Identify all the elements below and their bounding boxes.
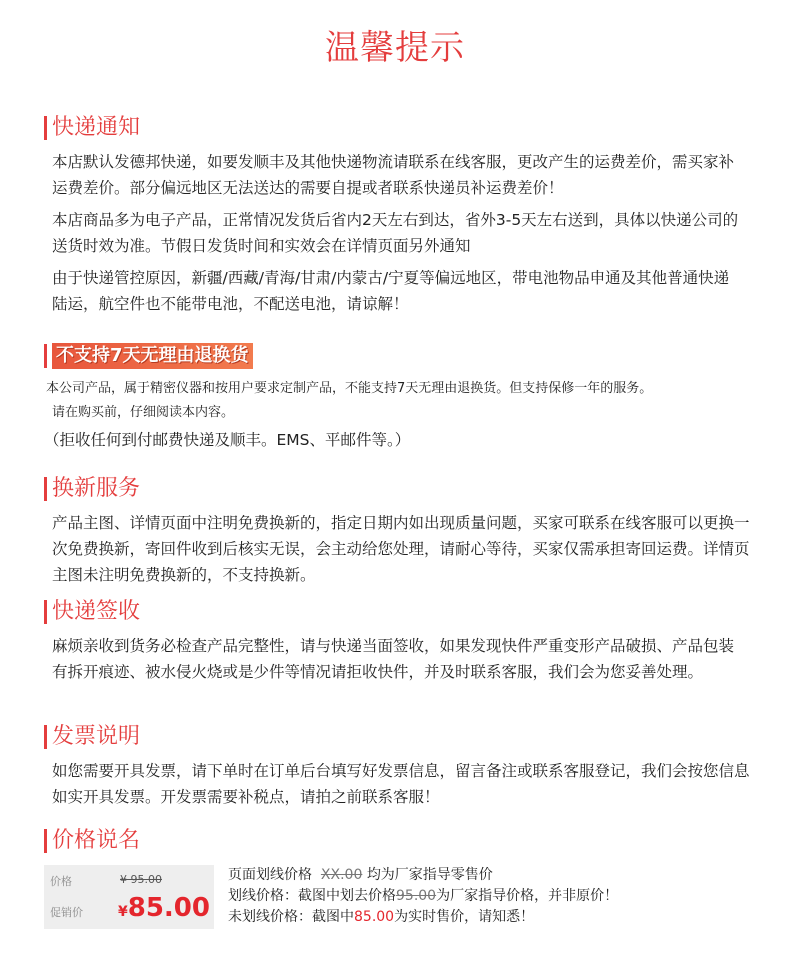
note-text: 未划线价格：截图中	[228, 909, 354, 925]
currency-symbol: ¥	[118, 904, 128, 920]
section-heading: 发票说明	[52, 724, 141, 749]
note-text: 为厂家指导价格，并非原价！	[436, 888, 619, 904]
price-note-line	[228, 907, 768, 928]
section-heading: 不支持7天无理由退换货	[52, 343, 253, 369]
section-heading: 快递通知	[52, 115, 141, 140]
price-note-line	[228, 865, 768, 886]
text-line: 请在购买前，仔细阅读本内容。	[52, 405, 235, 420]
section-invoice	[44, 722, 760, 810]
section-marker	[44, 600, 47, 624]
price-sample-box	[44, 865, 214, 929]
section-marker	[44, 829, 47, 853]
section-heading: 换新服务	[52, 476, 141, 501]
section-marker	[44, 477, 47, 501]
price-notes	[228, 865, 768, 928]
original-price: ¥ 95.00	[120, 873, 162, 886]
note-text: 为实时售价，请知悉！	[394, 909, 535, 925]
promo-price	[118, 893, 210, 923]
section-price-explain	[44, 826, 760, 862]
paragraph: 由于快递管控原因，新疆/西藏/青海/甘肃/内蒙古/宁夏等偏远地区，带电池物品申通及其他普通快递陆运，航空件也不能带电池，不配送电池，请谅解！	[52, 269, 730, 313]
text-line: 本公司产品，属于精密仪器和按用户要求定制产品，不能支持7天无理由退换货。但支持保修一年的服务。	[46, 381, 653, 396]
paragraph: 如您需要开具发票，请下单时在订单后台填写好发票信息，留言备注或联系客服登记，我们会按您信息如实开具发票。开发票需要补税点，请拍之前联系客服！	[52, 762, 750, 806]
note-red-value: 85.00	[354, 909, 395, 925]
paragraph: 本店默认发德邦快递，如要发顺丰及其他快递物流请联系在线客服，更改产生的运费差价，需买家补运费差价。部分偏远地区无法送达的需要自提或者联系快递员补运费差价！	[52, 153, 735, 197]
note-text: 划线价格：截图中划去价格	[228, 888, 396, 904]
text-line: （拒收任何到付邮费快递及顺丰。EMS、平邮件等。）	[44, 431, 411, 449]
paragraph: 产品主图、详情页面中注明免费换新的，指定日期内如出现质量问题，买家可联系在线客服可以更换一次免费换新，寄回件收到后核实无误，会主动给您处理，请耐心等待，买家仅需承担寄回运费。详情页主图未注明免费换新的，不支持换新。	[52, 514, 750, 584]
promo-price-value: 85.00	[127, 893, 210, 923]
note-strike-value: XX.00	[320, 867, 363, 883]
paragraph: 麻烦亲收到货务必检查产品完整性，请与快递当面签收，如果发现快件严重变形产品破损、产品包装有拆开痕迹、被水侵火烧或是少件等情况请拒收快件，并及时联系客服，我们会为您妥善处理。	[52, 637, 735, 681]
section-marker	[44, 116, 47, 140]
paragraph: 本店商品多为电子产品，正常情况发货后省内2天左右到达，省外3-5天左右送到，具体以快递公司的送货时效为准。节假日发货时间和实效会在详情页面另外通知	[52, 211, 739, 255]
price-label: 价格	[50, 875, 72, 888]
note-text: 页面划线价格	[228, 867, 312, 883]
section-heading: 价格说名	[52, 828, 141, 853]
section-replacement	[44, 474, 760, 588]
section-marker	[44, 725, 47, 749]
section-marker	[44, 344, 47, 368]
section-heading: 快递签收	[52, 599, 141, 624]
section-express-notice	[44, 113, 760, 323]
price-note-line	[228, 886, 768, 907]
promo-price-label: 促销价	[50, 906, 83, 919]
section-no-return	[44, 341, 760, 459]
note-strike-value: 95.00	[396, 888, 437, 904]
page-title: 温馨提示	[325, 28, 465, 68]
note-text: 均为厂家指导零售价	[366, 867, 493, 883]
section-sign-receipt	[44, 597, 760, 685]
